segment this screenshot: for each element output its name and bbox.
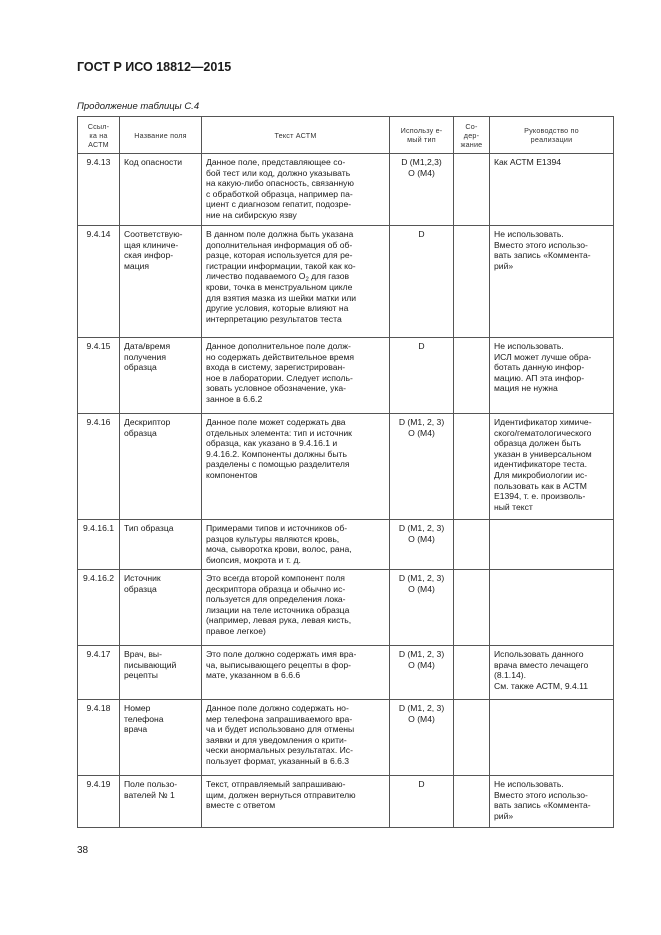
cell-name-line: телефона — [124, 713, 164, 724]
cell-guide — [490, 226, 614, 338]
cell-guide-line: вать запись «Коммента- — [494, 250, 591, 261]
cell-guide-line: Е1394, т. е. произволь- — [494, 491, 586, 502]
cell-text-line: чески анормальных результатах. Ис- — [206, 745, 353, 756]
cell-name-line: писывающий — [124, 659, 177, 670]
cell-text-line: моча, сыворотка крови, волос, рана, — [206, 544, 352, 555]
cell-text-line: мер телефона запрашиваемого вра- — [206, 713, 353, 724]
cell-guide-line: мация не нужна — [494, 383, 558, 394]
cell-text-line: Текст, отправляемый запрашиваю- — [206, 779, 346, 789]
cell-content — [454, 700, 490, 776]
table-body — [78, 154, 614, 828]
cell-astm-text — [202, 520, 390, 570]
cell-name-line: Поле пользо- — [124, 779, 178, 789]
cell-text-line: Данное поле должно содержать но- — [206, 703, 349, 713]
cell-ref: 9.4.13 — [78, 154, 120, 226]
cell-type — [390, 520, 454, 570]
cell-type-line: D (M1, 2, 3) — [398, 417, 445, 427]
cell-text-line: щим, должен вернуться отправителю — [206, 789, 356, 800]
document-title: ГОСТ Р ИСО 18812—2015 — [77, 60, 232, 74]
cell-text-line: правое легкое) — [206, 625, 266, 636]
cell-name-line: образца — [124, 427, 157, 438]
cell-text-line: дополнительная информация об об- — [206, 239, 353, 250]
cell-guide-line: Не использовать. — [494, 229, 564, 239]
astm-fields-table — [77, 116, 614, 828]
cell-content — [454, 646, 490, 700]
cell-type-line: O (M4) — [408, 427, 435, 438]
table-row — [78, 414, 614, 520]
table-header-row — [78, 117, 614, 154]
cell-ref: 9.4.17 — [78, 646, 120, 700]
cell-name-line: Врач, вы- — [124, 649, 162, 659]
cell-name-line: Тип образца — [124, 523, 174, 533]
cell-type — [390, 646, 454, 700]
cell-text-line: компонентов — [206, 469, 258, 480]
cell-guide-line: ботать данную инфор- — [494, 362, 585, 373]
cell-text-line: заявки и для уведомления о крити- — [206, 734, 347, 745]
cell-guide-line: ИСЛ может лучше обра- — [494, 351, 592, 362]
cell-field-name — [120, 338, 202, 414]
table-row — [78, 520, 614, 570]
header-text: Текст АСТМ — [202, 117, 390, 154]
cell-text-line: другие условия, которые влияют на — [206, 303, 349, 314]
cell-name-line: Код опасности — [124, 157, 183, 167]
cell-name-line: Соответствую- — [124, 229, 183, 239]
cell-astm-text — [202, 570, 390, 646]
cell-text-line: личество подаваемого O — [206, 271, 306, 282]
cell-text-line: входа в систему, зарегистрирован- — [206, 362, 346, 373]
cell-guide-line: идентификаторе теста. — [494, 459, 587, 470]
cell-astm-text — [202, 776, 390, 828]
cell-type — [390, 700, 454, 776]
cell-type — [390, 226, 454, 338]
header-field-name: Название поля — [120, 117, 202, 154]
cell-name-line: Дата/время — [124, 341, 171, 351]
cell-text-line: биопсия, мокрота и т. д. — [206, 554, 301, 565]
cell-text-line: 9.4.16.2. Компоненты должны быть — [206, 448, 347, 459]
cell-astm-text — [202, 700, 390, 776]
cell-type-line: O (M4) — [408, 659, 435, 670]
cell-type — [390, 570, 454, 646]
cell-text-line: Это поле должно содержать имя вра- — [206, 649, 357, 659]
table-row — [78, 776, 614, 828]
cell-type-line: D — [418, 229, 425, 239]
cell-text-line: Это всегда второй компонент поля — [206, 573, 345, 583]
cell-guide — [490, 700, 614, 776]
cell-guide-line: Как АСТМ Е1394 — [494, 157, 562, 167]
cell-field-name — [120, 226, 202, 338]
page-number: 38 — [77, 845, 89, 856]
cell-text-line: пользует формат, указанный в 6.6.3 — [206, 755, 350, 766]
cell-name-line: ская инфор- — [124, 250, 174, 261]
cell-text-line: ное в лаборатории. Следует исполь- — [206, 372, 353, 383]
cell-astm-text — [202, 646, 390, 700]
cell-text-line: для газов — [311, 271, 350, 282]
cell-guide — [490, 414, 614, 520]
cell-name-line: щая клиниче- — [124, 239, 179, 250]
cell-name-line: Источник — [124, 573, 161, 583]
cell-content — [454, 776, 490, 828]
cell-text-line: разцов культуры являются кровь, — [206, 533, 340, 544]
cell-text-line: ние на сибирскую язву — [206, 209, 297, 220]
cell-type — [390, 338, 454, 414]
cell-type-line: O (M4) — [408, 167, 435, 178]
cell-text-line: Примерами типов и источников об- — [206, 523, 348, 533]
cell-text-line: лизации на теле источника образца — [206, 604, 350, 615]
cell-text-line: отдельных элемента: тип и источник — [206, 427, 352, 438]
cell-guide-line: Вместо этого использо- — [494, 789, 588, 800]
cell-text-line: зовать условное обозначение, ука- — [206, 383, 347, 394]
cell-type-line: O (M4) — [408, 583, 435, 594]
cell-field-name — [120, 154, 202, 226]
cell-text-line: крови, точка в менструальном цикле — [206, 281, 353, 292]
cell-guide-line: ского/гематологического — [494, 427, 592, 438]
cell-guide-line: врача вместо лечащего — [494, 659, 589, 670]
cell-guide — [490, 520, 614, 570]
cell-name-line: мация — [124, 260, 150, 271]
cell-field-name — [120, 520, 202, 570]
header-content: Со- дер- жание — [454, 117, 490, 154]
cell-content — [454, 414, 490, 520]
cell-field-name — [120, 646, 202, 700]
cell-text-line: циент с диагнозом гепатит, подозре- — [206, 199, 352, 210]
cell-name-line: вателей № 1 — [124, 789, 175, 800]
cell-astm-text — [202, 338, 390, 414]
cell-type — [390, 776, 454, 828]
cell-name-line: образца — [124, 362, 157, 373]
cell-guide-line: Идентификатор химиче- — [494, 417, 592, 427]
table-caption: Продолжение таблицы С.4 — [77, 101, 200, 112]
subscript: 2 — [305, 277, 309, 284]
cell-content — [454, 520, 490, 570]
cell-text-line: с обработкой образца, например па- — [206, 188, 353, 199]
cell-guide — [490, 646, 614, 700]
header-type: Использу е- мый тип — [390, 117, 454, 154]
cell-type-line: O (M4) — [408, 713, 435, 724]
cell-text-line: (например, левая рука, левая кисть, — [206, 615, 352, 626]
cell-text-line: образца, как указано в 9.4.16.1 и — [206, 438, 338, 449]
cell-guide-line: образца должен быть — [494, 438, 581, 449]
cell-guide-line: Не использовать. — [494, 341, 564, 351]
cell-guide-line: (8.1.14). — [494, 670, 527, 681]
cell-type-line: D (M1, 2, 3) — [398, 523, 445, 533]
cell-text-line: ча и будет использовано для отмены — [206, 724, 355, 735]
cell-guide-line: рий» — [494, 260, 514, 271]
cell-text-line: Данное поле, представляющее со- — [206, 157, 346, 167]
cell-guide-line: Использовать данного — [494, 649, 584, 659]
cell-guide-line: пользовать как в АСТМ — [494, 480, 587, 491]
cell-ref: 9.4.19 — [78, 776, 120, 828]
cell-astm-text — [202, 154, 390, 226]
cell-astm-text — [202, 226, 390, 338]
cell-type-line: D — [418, 779, 425, 789]
cell-guide-line: Для микробиологии ис- — [494, 469, 588, 480]
cell-text-line: Данное поле может содержать два — [206, 417, 346, 427]
cell-text-line: пользуется для определения локa- — [206, 594, 346, 605]
table-row — [78, 700, 614, 776]
cell-ref: 9.4.16.1 — [78, 520, 120, 570]
cell-guide-line: вать запись «Коммента- — [494, 800, 591, 811]
cell-ref: 9.4.18 — [78, 700, 120, 776]
cell-type-line: D (M1, 2, 3) — [398, 573, 445, 583]
cell-text-line: разце, которая используется для ре- — [206, 250, 353, 261]
header-guide: Руководство по реализации — [490, 117, 614, 154]
cell-text-line: мате, указанном в 6.6.6 — [206, 670, 301, 681]
cell-content — [454, 570, 490, 646]
cell-type-line: D (M1,2,3) — [401, 157, 442, 167]
cell-ref: 9.4.16 — [78, 414, 120, 520]
cell-guide — [490, 570, 614, 646]
cell-field-name — [120, 700, 202, 776]
cell-name-line: врача — [124, 724, 148, 735]
cell-text-line: разделены с помощью разделителя — [206, 459, 350, 470]
cell-guide — [490, 776, 614, 828]
cell-text-line: Данное дополнительное поле долж- — [206, 341, 351, 351]
cell-guide — [490, 154, 614, 226]
cell-text-line: дескриптора образца и обычно ис- — [206, 583, 346, 594]
cell-guide-line: Вместо этого использо- — [494, 239, 588, 250]
cell-guide-line: См. также АСТМ, 9.4.11 — [494, 680, 589, 691]
cell-type-line: D (M1, 2, 3) — [398, 649, 445, 659]
cell-content — [454, 338, 490, 414]
header-ref: Ссыл- ка на АСТМ — [78, 117, 120, 154]
cell-type-line: D (M1, 2, 3) — [398, 703, 445, 713]
table-row — [78, 570, 614, 646]
cell-ref: 9.4.14 — [78, 226, 120, 338]
cell-type — [390, 414, 454, 520]
cell-guide-line: указан в универсальном — [494, 448, 592, 459]
cell-text-line: ча, выписывающего рецепты в фор- — [206, 659, 352, 670]
cell-ref: 9.4.15 — [78, 338, 120, 414]
cell-type-line: D — [418, 341, 425, 351]
cell-name-line: Дескриптор — [124, 417, 171, 427]
cell-text-line-with-subscript — [206, 271, 385, 282]
cell-name-line: рецепты — [124, 670, 158, 681]
cell-field-name — [120, 414, 202, 520]
cell-ref: 9.4.16.2 — [78, 570, 120, 646]
cell-content — [454, 226, 490, 338]
cell-field-name — [120, 776, 202, 828]
cell-name-line: образца — [124, 583, 157, 594]
table-row — [78, 226, 614, 338]
cell-text-line: бой тест или код, должно указывать — [206, 167, 351, 178]
cell-name-line: получения — [124, 351, 167, 362]
cell-text-line: вместе с ответом — [206, 800, 276, 811]
cell-text-line: но содержать действительное время — [206, 351, 355, 362]
cell-text-line: для взятия мазка из шейки матки или — [206, 292, 357, 303]
cell-type — [390, 154, 454, 226]
cell-name-line: Номер — [124, 703, 151, 713]
cell-guide-line: мацию. АП эта инфор- — [494, 372, 585, 383]
cell-text-line: интерпретацию результатов теста — [206, 313, 342, 324]
cell-text-line: на какую-либо опасность, связанную — [206, 178, 354, 189]
cell-guide — [490, 338, 614, 414]
cell-astm-text — [202, 414, 390, 520]
cell-guide-line: рий» — [494, 810, 514, 821]
cell-content — [454, 154, 490, 226]
table-row — [78, 646, 614, 700]
cell-text-line: гистрации информации, такой как ко- — [206, 260, 356, 271]
cell-guide-line: Не использовать. — [494, 779, 564, 789]
cell-guide-line: ный текст — [494, 501, 533, 512]
table-row — [78, 154, 614, 226]
cell-type-line: O (M4) — [408, 533, 435, 544]
cell-text-line: В данном поле должна быть указана — [206, 229, 354, 239]
cell-field-name — [120, 570, 202, 646]
cell-text-line: занное в 6.6.2 — [206, 393, 263, 404]
table-row — [78, 338, 614, 414]
